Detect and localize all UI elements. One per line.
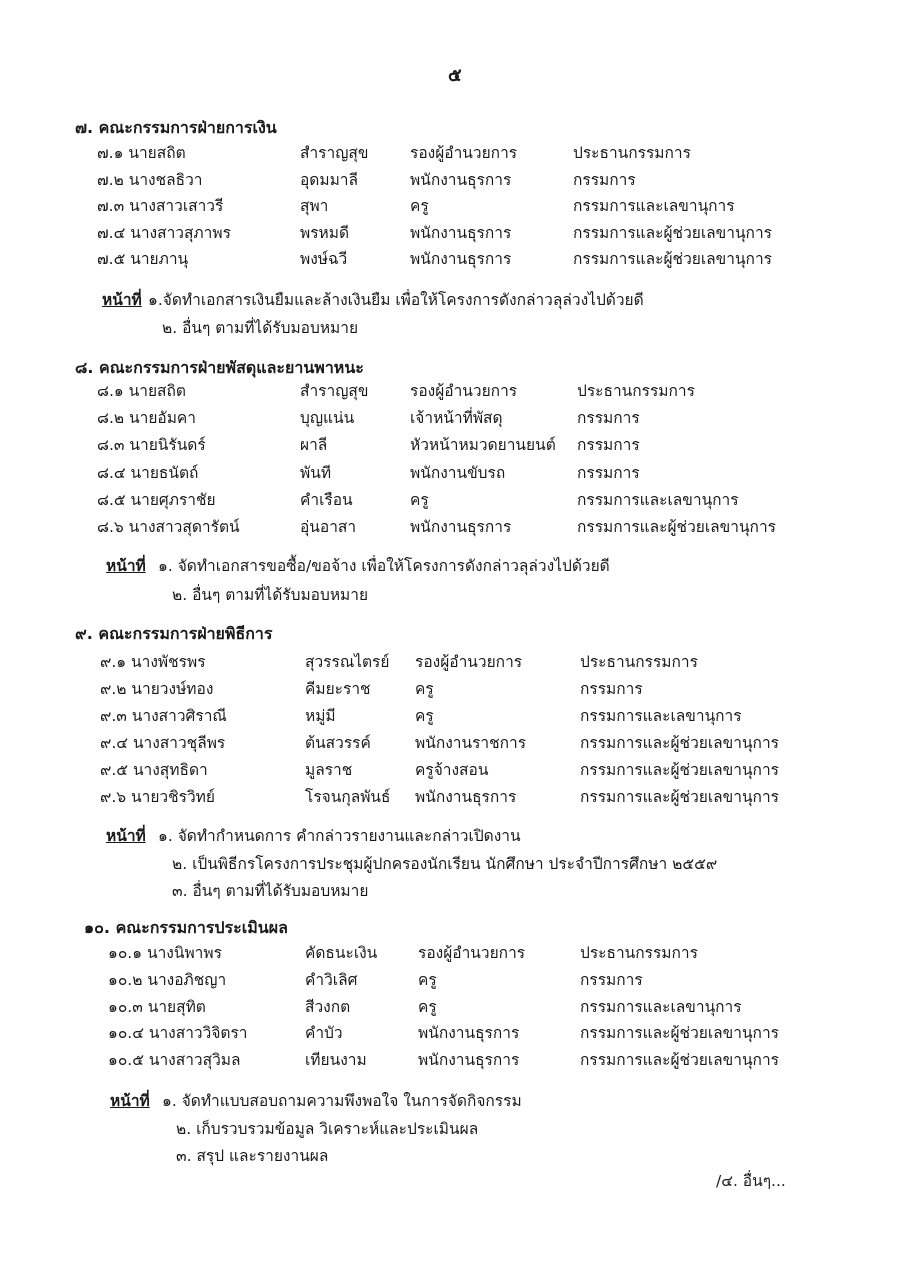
member-surname: พรหมดี: [300, 223, 350, 242]
member-name: ๗.๓ นางสาวเสาวรี: [97, 197, 224, 215]
member-position: พนักงานราชการ: [415, 734, 527, 752]
member-position: พนักงานธุรการ: [410, 518, 512, 536]
member-position: ครู: [410, 490, 429, 509]
member-surname: มูลราช: [305, 761, 353, 779]
member-role: กรรมการ: [580, 970, 643, 989]
section-title: ๗. คณะกรรมการฝ่ายการเงิน: [75, 118, 277, 137]
member-position: รองผู้อำนวยการ: [410, 144, 518, 162]
member-role: กรรมการและผู้ช่วยเลขานุการ: [580, 1024, 779, 1043]
member-surname: อุดมมาลี: [300, 170, 359, 189]
member-name: ๘.๔ นายธนัตถ์: [97, 463, 199, 482]
member-position: พนักงานธุรการ: [415, 788, 517, 806]
member-name: ๘.๓ นายนิรันดร์: [97, 436, 206, 455]
member-surname: ผาลี: [300, 436, 328, 455]
member-surname: ต้นสวรรค์: [305, 734, 371, 752]
duty-label: หน้าที่: [106, 827, 146, 845]
duty-item: ๓. สรุป และรายงานผล: [176, 1147, 329, 1165]
member-surname: พันที: [300, 463, 332, 482]
member-name: ๑๐.๑ นางนิพาพร: [108, 944, 222, 962]
member-name: ๗.๕ นายภานุ: [97, 250, 189, 268]
member-role: กรรมการ: [577, 463, 640, 482]
member-role: กรรมการและเลขานุการ: [577, 490, 739, 509]
member-name: ๘.๖ นางสาวสุดารัตน์: [97, 518, 240, 536]
member-role: กรรมการและผู้ช่วยเลขานุการ: [577, 518, 776, 536]
member-name: ๗.๔ นางสาวสุภาพร: [97, 223, 231, 242]
member-surname: สีวงกต: [305, 997, 351, 1016]
member-position: พนักงานธุรการ: [410, 223, 512, 242]
duty-item: ๓. อื่นๆ ตามที่ได้รับมอบหมาย: [172, 882, 369, 900]
member-role: กรรมการและผู้ช่วยเลขานุการ: [580, 788, 779, 806]
member-name: ๘.๑ นายสถิต: [97, 382, 186, 400]
member-name: ๙.๖ นายวชิรวิทย์: [100, 788, 215, 806]
member-position: พนักงานขับรถ: [410, 463, 506, 482]
member-position: รองผู้อำนวยการ: [410, 382, 518, 400]
member-surname: สุพา: [300, 197, 329, 215]
member-position: ครูจ้างสอน: [415, 761, 489, 779]
member-role: กรรมการ: [577, 409, 640, 428]
member-role: กรรมการและผู้ช่วยเลขานุการ: [573, 250, 772, 268]
duty-item: ๒. อื่นๆ ตามที่ได้รับมอบหมาย: [162, 318, 359, 337]
member-surname: พงษ์ฉวี: [300, 250, 348, 268]
member-name: ๑๐.๔ นางสาววิจิตรา: [108, 1024, 248, 1043]
member-name: ๑๐.๕ นางสาวสุวิมล: [108, 1051, 241, 1070]
member-position: ครู: [418, 997, 437, 1016]
member-name: ๑๐.๒ นางอภิชญา: [108, 970, 227, 989]
member-role: กรรมการและผู้ช่วยเลขานุการ: [580, 734, 779, 752]
member-position: ครู: [415, 707, 434, 725]
duty-item: ๑.จัดทำเอกสารเงินยืมและล้างเงินยืม เพื่อให้โครงการดังกล่าวลุล่วงไปด้วยดี: [148, 290, 644, 309]
section-title: ๑๐. คณะกรรมการประเมินผล: [84, 918, 288, 937]
member-position: พนักงานธุรการ: [418, 1024, 520, 1043]
continuation-note: /๔. อื่นๆ...: [716, 1172, 786, 1190]
member-position: ครู: [410, 197, 429, 215]
member-surname: หมู่มี: [305, 707, 336, 725]
member-surname: อุ่นอาสา: [300, 518, 357, 536]
member-role: กรรมการและผู้ช่วยเลขานุการ: [580, 761, 779, 779]
member-surname: คำวิเลิศ: [305, 970, 358, 989]
member-position: ครู: [418, 970, 437, 989]
duty-label: หน้าที่: [102, 290, 142, 309]
member-position: เจ้าหน้าที่พัสดุ: [410, 409, 503, 428]
section-title: ๘. คณะกรรมการฝ่ายพัสดุและยานพาหนะ: [75, 358, 364, 377]
member-role: กรรมการ: [573, 170, 636, 189]
member-surname: เทียนงาม: [305, 1051, 367, 1070]
member-role: กรรมการและผู้ช่วยเลขานุการ: [580, 1051, 779, 1070]
member-role: กรรมการ: [577, 436, 640, 455]
member-position: รองผู้อำนวยการ: [415, 653, 523, 671]
member-surname: สำราญสุข: [300, 382, 369, 400]
member-position: ครู: [415, 680, 434, 698]
member-role: ประธานกรรมการ: [573, 144, 691, 162]
member-name: ๑๐.๓ นายสุทิต: [108, 997, 206, 1016]
member-position: พนักงานธุรการ: [418, 1051, 520, 1070]
member-name: ๙.๑ นางพัชรพร: [100, 653, 206, 671]
member-name: ๗.๑ นายสถิต: [97, 144, 186, 162]
member-name: ๙.๓ นางสาวศิราณี: [100, 707, 227, 725]
member-role: กรรมการและเลขานุการ: [573, 197, 735, 215]
duty-item: ๑. จัดทำกำหนดการ คำกล่าวรายงานและกล่าวเปิดงาน: [158, 827, 521, 845]
member-surname: บุญแน่น: [300, 409, 355, 428]
member-position: หัวหน้าหมวดยานยนต์: [410, 436, 556, 455]
member-name: ๘.๕ นายศุภราชัย: [97, 490, 216, 509]
member-surname: คีมยะราช: [305, 680, 371, 698]
duty-item: ๒. เก็บรวบรวมข้อมูล วิเคราะห์และประเมินผล: [176, 1119, 479, 1138]
member-role: กรรมการและผู้ช่วยเลขานุการ: [573, 223, 772, 242]
member-surname: คำบัว: [305, 1024, 343, 1043]
section-title: ๙. คณะกรรมการฝ่ายพิธีการ: [75, 624, 273, 643]
member-role: กรรมการและเลขานุการ: [580, 997, 742, 1016]
member-role: กรรมการและเลขานุการ: [580, 707, 742, 725]
duty-item: ๑. จัดทำแบบสอบถามความพึงพอใจ ในการจัดกิจกรรม: [162, 1092, 522, 1110]
member-surname: สุวรรณไตรย์: [305, 653, 390, 671]
member-name: ๙.๔ นางสาวชุลีพร: [100, 734, 226, 752]
member-surname: คำเรือน: [300, 490, 353, 509]
duty-item: ๑. จัดทำเอกสารขอซื้อ/ขอจ้าง เพื่อให้โครงการดังกล่าวลุล่วงไปด้วยดี: [158, 557, 610, 576]
member-name: ๗.๒ นางชลธิวา: [97, 170, 203, 189]
member-surname: คัดธนะเงิน: [305, 944, 378, 962]
member-position: พนักงานธุรการ: [410, 250, 512, 268]
member-name: ๙.๒ นายวงษ์ทอง: [100, 680, 214, 698]
member-role: ประธานกรรมการ: [580, 944, 698, 962]
page-number: ๕: [448, 65, 462, 86]
duty-label: หน้าที่: [106, 557, 146, 576]
member-role: ประธานกรรมการ: [580, 653, 698, 671]
member-position: รองผู้อำนวยการ: [418, 944, 526, 962]
member-role: กรรมการ: [580, 680, 643, 698]
member-name: ๙.๕ นางสุทธิดา: [100, 761, 208, 779]
duty-item: ๒. เป็นพิธีกรโครงการประชุมผู้ปกครองนักเรียน นักศึกษา ประจำปีการศึกษา ๒๕๕๙: [172, 854, 718, 873]
member-role: ประธานกรรมการ: [577, 382, 695, 400]
duty-item: ๒. อื่นๆ ตามที่ได้รับมอบหมาย: [172, 586, 369, 605]
member-surname: โรจนกุลพันธ์: [305, 788, 391, 806]
member-surname: สำราญสุข: [300, 144, 369, 162]
member-position: พนักงานธุรการ: [410, 170, 512, 189]
duty-label: หน้าที่: [110, 1092, 150, 1110]
member-name: ๘.๒ นายอัมคา: [97, 409, 197, 428]
